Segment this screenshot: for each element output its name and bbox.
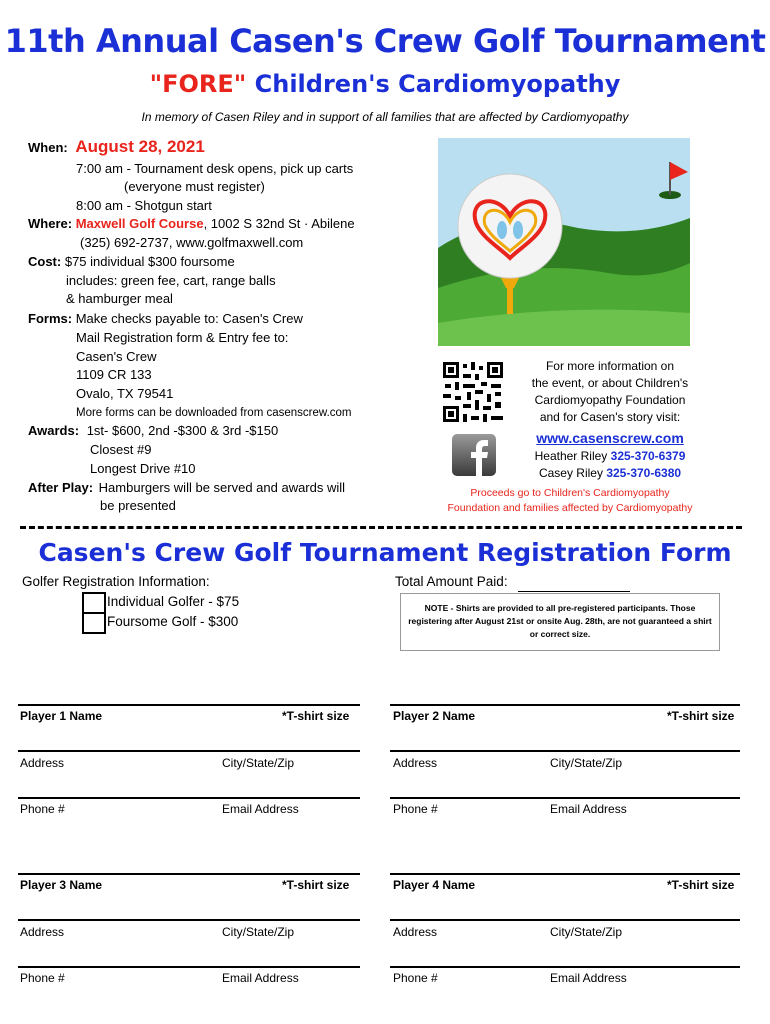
forms-6: More forms can be downloaded from casenscrew.com [76, 407, 352, 419]
player-3-phone-label: Phone # [20, 971, 65, 985]
proceeds-note [420, 486, 720, 516]
foursome-option-label: Foursome Golf - $300 [107, 614, 239, 629]
player-1-city-label: City/State/Zip [222, 756, 295, 770]
individual-checkbox[interactable] [82, 592, 106, 614]
player-1-phone-field[interactable] [18, 797, 360, 799]
where-label: Where: [28, 216, 73, 231]
forms-2: Mail Registration form & Entry fee to: [76, 330, 289, 345]
forms-row [28, 310, 303, 329]
proceeds-line-2: Foundation and families affected by Cardiomyopathy [447, 502, 693, 514]
contact-2 [520, 466, 700, 480]
page-title: 11th Annual Casen's Crew Golf Tournament [4, 22, 766, 60]
contact-1-name: Heather Riley [534, 449, 611, 463]
total-paid-field[interactable] [518, 591, 630, 592]
player-1-name-field[interactable] [18, 704, 360, 706]
player-1-phone-label: Phone # [20, 802, 65, 816]
player-2-city-label: City/State/Zip [550, 756, 623, 770]
after-2: be presented [100, 498, 176, 513]
after-1: Hamburgers will be served and awards will [98, 480, 346, 495]
proceeds-line-1: Proceeds go to Children's Cardiomyopathy [470, 487, 670, 499]
individual-option-label: Individual Golfer - $75 [107, 594, 240, 609]
player-3-email-label: Email Address [222, 971, 299, 985]
info-line-3: Cardiomyopathy Foundation [534, 393, 686, 407]
player-4-email-label: Email Address [550, 971, 627, 985]
player-2-shirt-label: *T-shirt size [667, 709, 735, 723]
when-label: When: [28, 140, 68, 155]
foursome-checkbox[interactable] [82, 612, 106, 634]
forms-4: 1109 CR 133 [76, 367, 152, 382]
player-2-name-label: Player 2 Name [393, 709, 476, 723]
golfer-info-label: Golfer Registration Information: [22, 574, 210, 589]
player-3-address-field[interactable] [18, 919, 360, 921]
info-line-2: the event, or about Children's [531, 376, 689, 390]
shirt-note: NOTE - Shirts are provided to all pre-registered participants. Those registering after August 21st or onsite Aug. 28th, are not guaranteed a shirt or correct size. [400, 593, 720, 651]
venue-contact: (325) 692-2737, www.golfmaxwell.com [80, 235, 304, 250]
form-title: Casen's Crew Golf Tournament Registration Form [38, 538, 732, 567]
player-4-shirt-label: *T-shirt size [667, 878, 735, 892]
player-3-city-label: City/State/Zip [222, 925, 295, 939]
player-4-phone-field[interactable] [390, 966, 740, 968]
time-2: 8:00 am - Shotgun start [76, 198, 212, 213]
contact-2-name: Casey Riley [538, 466, 607, 480]
memory-line: In memory of Casen Riley and in support of all families that are affected by Cardiomyopathy [141, 110, 629, 124]
awards-label: Awards: [28, 423, 80, 438]
forms-1: Make checks payable to: Casen's Crew [75, 311, 303, 326]
time-1b: (everyone must register) [124, 179, 265, 194]
awards-1: 1st- $600, 2nd -$300 & 3rd -$150 [86, 423, 279, 438]
contact-1-phone: 325-370-6379 [610, 449, 686, 463]
info-block [520, 358, 700, 426]
cost-value: $75 individual $300 foursome [64, 254, 235, 269]
player-2-email-label: Email Address [550, 802, 627, 816]
awards-2: Closest #9 [90, 442, 152, 457]
subtitle-rest: Children's Cardiomyopathy [246, 70, 621, 98]
contact-1 [520, 449, 700, 463]
contact-2-phone: 325-370-6380 [606, 466, 682, 480]
player-2-name-field[interactable] [390, 704, 740, 706]
awards-row [28, 422, 278, 441]
includes-1: includes: green fee, cart, range balls [66, 273, 276, 288]
player-2-address-label: Address [393, 756, 438, 770]
player-4-name-label: Player 4 Name [393, 878, 476, 892]
player-1-name-label: Player 1 Name [20, 709, 103, 723]
time-1: 7:00 am - Tournament desk opens, pick up carts [76, 161, 354, 176]
forms-3: Casen's Crew [76, 349, 157, 364]
player-3-name-field[interactable] [18, 873, 360, 875]
forms-5: Ovalo, TX 79541 [76, 386, 174, 401]
player-4-name-field[interactable] [390, 873, 740, 875]
player-3-address-label: Address [20, 925, 65, 939]
player-1-shirt-label: *T-shirt size [282, 709, 350, 723]
after-label: After Play: [28, 480, 94, 495]
player-1-email-label: Email Address [222, 802, 299, 816]
total-paid-label: Total Amount Paid: [395, 574, 508, 589]
player-2-phone-field[interactable] [390, 797, 740, 799]
cost-row [28, 253, 235, 272]
player-2-phone-label: Phone # [393, 802, 438, 816]
cost-label: Cost: [28, 254, 62, 269]
event-date: August 28, 2021 [75, 137, 205, 156]
awards-3: Longest Drive #10 [90, 461, 196, 476]
page-subtitle [0, 70, 770, 98]
player-3-phone-field[interactable] [18, 966, 360, 968]
info-line-4: and for Casen's story visit: [539, 410, 681, 424]
info-line-1: For more information on [545, 359, 675, 373]
qr-code-icon[interactable] [441, 360, 505, 424]
venue-address: , 1002 S 32nd St · Abilene [203, 216, 355, 231]
player-4-address-field[interactable] [390, 919, 740, 921]
subtitle-fore: "FORE" [149, 70, 247, 98]
forms-label: Forms: [28, 311, 73, 326]
player-4-address-label: Address [393, 925, 438, 939]
player-1-address-field[interactable] [18, 750, 360, 752]
player-4-city-label: City/State/Zip [550, 925, 623, 939]
cut-divider [20, 526, 742, 529]
player-4-phone-label: Phone # [393, 971, 438, 985]
golf-illustration [438, 138, 690, 346]
after-row [28, 479, 345, 498]
when-row [28, 138, 205, 158]
player-1-address-label: Address [20, 756, 65, 770]
facebook-icon[interactable] [452, 434, 496, 476]
player-2-address-field[interactable] [390, 750, 740, 752]
venue-name: Maxwell Golf Course [75, 216, 204, 231]
includes-2: & hamburger meal [66, 291, 173, 306]
website-link[interactable]: www.casenscrew.com [536, 430, 684, 446]
player-3-name-label: Player 3 Name [20, 878, 103, 892]
where-row [28, 215, 355, 234]
player-3-shirt-label: *T-shirt size [282, 878, 350, 892]
